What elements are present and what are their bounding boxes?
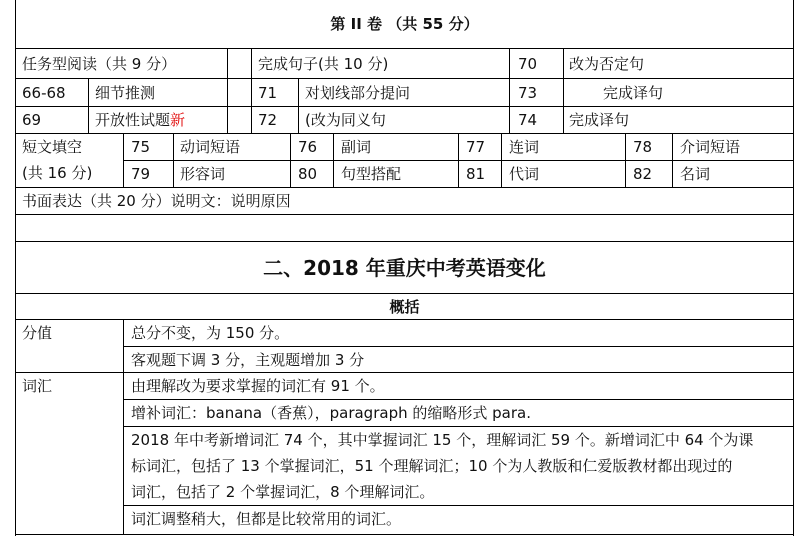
question-number: 71 bbox=[258, 84, 278, 102]
cloze-label-line1: 短文填空 bbox=[22, 138, 83, 156]
exam-structure-document bbox=[15, 0, 794, 536]
task-reading-label: 任务型阅读（共 9 分） bbox=[22, 55, 177, 73]
writing-label: 书面表达（共 20 分）说明文：说明原因 bbox=[22, 192, 291, 210]
question-type: 句型搭配 bbox=[341, 165, 402, 183]
question-type: 连词 bbox=[509, 138, 540, 156]
section-1-title: 第 II 卷 （共 55 分） bbox=[330, 15, 479, 33]
question-type: 完成译句 bbox=[603, 84, 664, 102]
vocab-item-line: 标词汇，包括了 13 个掌握词汇，51 个理解词汇；10 个为人教版和仁爱版教材都出现过的 bbox=[131, 457, 733, 475]
sentence-completion-label: 完成句子(共 10 分) bbox=[258, 55, 389, 73]
section-2-heading: 二、2018 年重庆中考英语变化 bbox=[263, 256, 546, 280]
question-number: 80 bbox=[298, 165, 318, 183]
question-number: 72 bbox=[258, 111, 278, 129]
question-type: 代词 bbox=[509, 165, 540, 183]
question-number: 66-68 bbox=[22, 84, 66, 102]
question-number: 79 bbox=[131, 165, 151, 183]
score-label: 分值 bbox=[22, 324, 53, 342]
question-type: 对划线部分提问 bbox=[305, 84, 411, 102]
vocab-item: 由理解改为要求掌握的词汇有 91 个。 bbox=[131, 377, 385, 395]
score-item: 总分不变，为 150 分。 bbox=[131, 324, 290, 342]
vocab-item: 增补词汇：banana（香蕉），paragraph 的缩略形式 para. bbox=[131, 404, 531, 422]
question-type: (改为同义句 bbox=[305, 111, 386, 129]
vocab-item-line: 词汇，包括了 2 个掌握词汇，8 个理解词汇。 bbox=[131, 483, 435, 501]
cloze-label-line2: (共 16 分) bbox=[22, 164, 93, 182]
summary-header: 概括 bbox=[389, 298, 420, 316]
question-type: 动词短语 bbox=[180, 138, 241, 156]
vocab-item-line: 2018 年中考新增词汇 74 个，其中掌握词汇 15 个，理解词汇 59 个。新增词汇中 64 个为课 bbox=[131, 431, 754, 449]
question-type: 开放性试题新 bbox=[95, 111, 186, 129]
question-number: 69 bbox=[22, 111, 42, 129]
question-type: 介词短语 bbox=[680, 138, 741, 156]
question-number: 78 bbox=[633, 138, 653, 156]
question-type: 形容词 bbox=[180, 165, 226, 183]
question-number: 81 bbox=[466, 165, 486, 183]
question-type: 细节推测 bbox=[95, 84, 156, 102]
question-number: 73 bbox=[518, 84, 538, 102]
new-marker: 新 bbox=[170, 111, 186, 129]
question-type: 改为否定句 bbox=[569, 55, 645, 73]
question-type: 完成译句 bbox=[569, 111, 630, 129]
question-number: 77 bbox=[466, 138, 486, 156]
score-item: 客观题下调 3 分，主观题增加 3 分 bbox=[131, 351, 365, 369]
question-number: 75 bbox=[131, 138, 151, 156]
question-type: 副词 bbox=[341, 138, 372, 156]
vocab-label: 词汇 bbox=[22, 377, 53, 395]
vocab-item: 词汇调整稍大，但都是比较常用的词汇。 bbox=[131, 510, 402, 528]
question-number: 76 bbox=[298, 138, 318, 156]
question-number: 82 bbox=[633, 165, 653, 183]
question-number: 70 bbox=[518, 55, 538, 73]
question-type: 名词 bbox=[680, 165, 711, 183]
question-number: 74 bbox=[518, 111, 538, 129]
